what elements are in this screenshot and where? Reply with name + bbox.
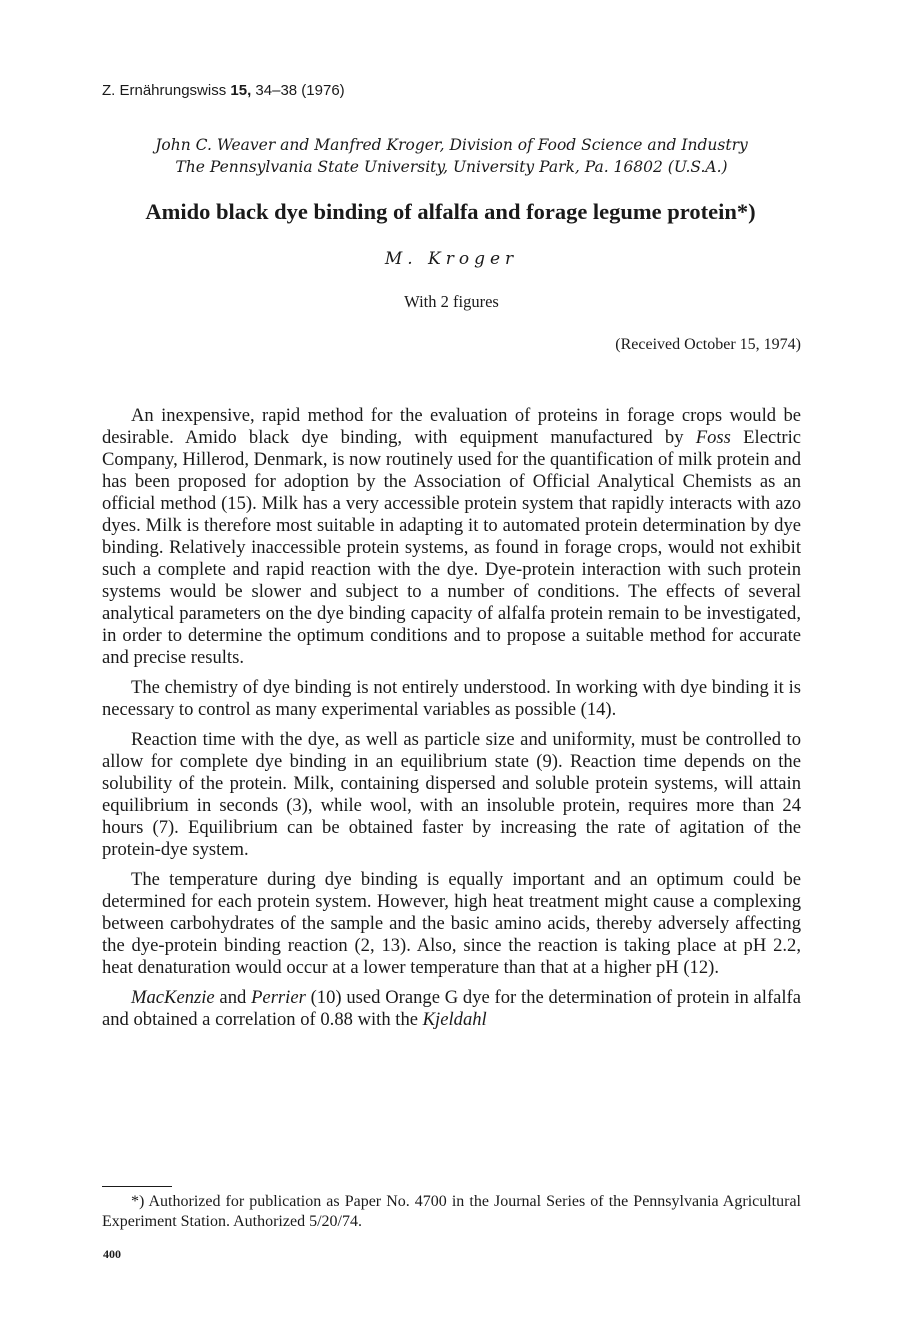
journal-volume: 15, xyxy=(230,82,252,99)
author-ref-mackenzie: MacKenzie xyxy=(131,987,215,1008)
author: M. Kroger xyxy=(384,249,519,269)
company-name: Foss xyxy=(695,427,731,448)
journal-name: Z. Ernährungswiss xyxy=(102,82,227,99)
footnote: *) Authorized for publication as Paper No. 4700 in the Journal Series of the Pennsylvania Agricultural Experiment Station. Authorized 5/20/74. xyxy=(102,1193,801,1230)
paragraph-3: Reaction time with the dye, as well as particle size and uniformity, must be controlled to allow for complete dye binding in an equilibrium state (9). Reaction time depends on the solubility of the protein. Milk, containing dispersed and soluble protein systems, will attain equilibrium in seconds (3), while wool, with an insoluble protein, requires more than 24 hours (7). Equilibrium can be obtained faster by increasing the rate of agitation of the protein-dye system. xyxy=(102,729,801,860)
received-date: (Received October 15, 1974) xyxy=(615,336,801,353)
figures-note: With 2 figures xyxy=(404,292,499,311)
method-ref-kjeldahl: Kjeldahl xyxy=(422,1009,487,1030)
paragraph-4: The temperature during dye binding is equally important and an optimum could be determined for each protein system. However, high heat treatment might cause a complexing between carbohydrates of the sample and the basic amino acids, thereby adversely affecting the dye-protein binding reaction (2, 13). Also, since the reaction is taking place at pH 2.2, heat denaturation would occur at a lower temperature than that at a higher pH (12). xyxy=(102,869,801,978)
author-ref-perrier: Perrier xyxy=(251,987,306,1008)
journal-reference xyxy=(102,82,345,99)
paragraph-5: MacKenzie and Perrier (10) used Orange G dye for the determination of protein in alfalfa and obtained a correlation of 0.88 with the Kjeldahl xyxy=(102,987,801,1030)
body-text xyxy=(102,405,801,1031)
journal-pages: 34–38 (1976) xyxy=(255,82,345,99)
affiliation xyxy=(102,134,801,178)
paragraph-2: The chemistry of dye binding is not entirely understood. In working with dye binding it is necessary to control as many experimental variables as possible (14). xyxy=(102,677,801,720)
affiliation-line-1: John C. Weaver and Manfred Kroger, Division of Food Science and Industry xyxy=(155,136,748,154)
footnote-divider xyxy=(102,1186,172,1187)
paragraph-1: An inexpensive, rapid method for the evaluation of proteins in forage crops would be desirable. Amido black dye binding, with equipment manufactured by Foss Electric Company, Hillerod, Denmark, is now routinely used for the quantification of milk protein and has been proposed for adoption by the Association of Official Analytical Chemists as an official method (15). Milk has a very accessible protein system that rapidly interacts with azo dyes. Milk is therefore most suitable in adapting it to automated protein determination by dye binding. Relatively inaccessible protein systems, as found in forage crops, would not exhibit such a complete and rapid reaction with the dye. Dye-protein interaction with such protein systems would be slower and subject to a number of conditions. The effects of several analytical parameters on the dye binding capacity of alfalfa protein remain to be investigated, in order to determine the optimum conditions and to propose a suitable method for accurate and precise results. xyxy=(102,405,802,668)
paper-title: Amido black dye binding of alfalfa and forage legume protein*) xyxy=(145,199,756,224)
affiliation-line-2: The Pennsylvania State University, University Park, Pa. 16802 (U.S.A.) xyxy=(175,158,728,176)
page-number: 400 xyxy=(103,1247,121,1261)
